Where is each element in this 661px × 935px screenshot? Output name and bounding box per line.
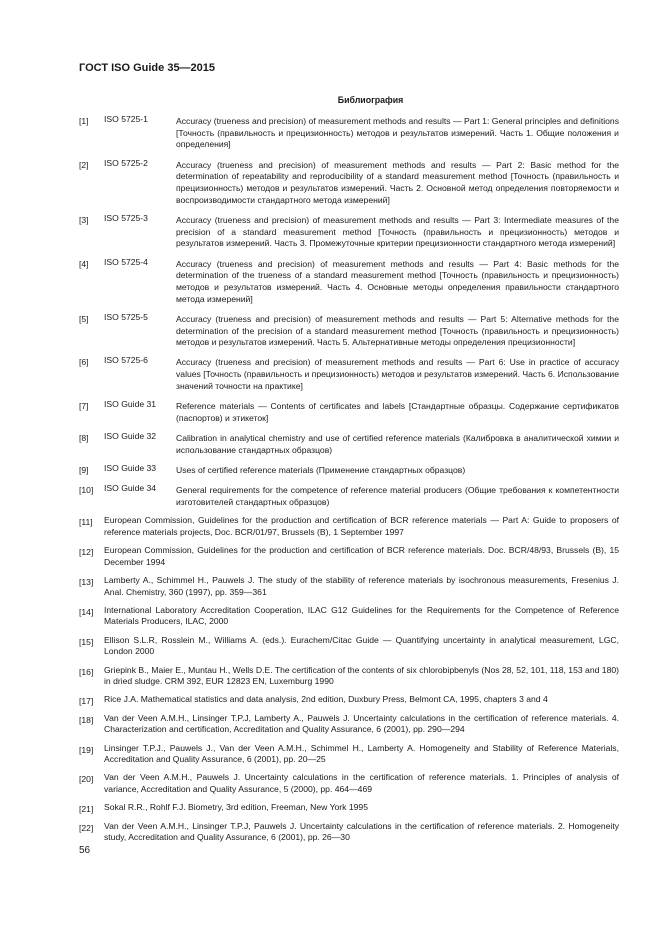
entry-number: [16] xyxy=(79,666,94,677)
bibliography-entry xyxy=(79,114,619,151)
entry-number: [4] xyxy=(79,258,89,269)
entry-number: [8] xyxy=(79,432,89,443)
entry-text: Lamberty A., Schimmel H., Pauwels J. The study of the stability of reference materials by isochronous measurements, Fresenius J. Anal. Chemistry, 360 (1997), pp. 359—361 xyxy=(104,574,619,597)
entry-text: Accuracy (trueness and precision) of measurement methods and results — Part 1: General principles and definitions [Точность (правильность и прецизионность) методов и результатов измерений. Часть 1. Общие положения и определения] xyxy=(176,116,619,150)
bibliography-entry xyxy=(79,257,619,306)
entry-text: International Laboratory Accreditation Cooperation, ILAC G12 Guidelines for the Requirements for the Competence of Reference Materials Producers, ILAC, 2000 xyxy=(104,604,619,627)
entry-text: Calibration in analytical chemistry and use of certified reference materials (Калибровка в аналитической химии и использование стандартных образцов) xyxy=(176,432,619,455)
entry-text: Rice J.A. Mathematical statistics and data analysis, 2nd edition, Duxbury Press, Belmont CA, 1995, chapters 3 and 4 xyxy=(104,694,548,705)
bibliography-entry xyxy=(79,483,619,508)
entry-text: European Commission, Guidelines for the production and certification of BCR reference materials. Doc. BCR/48/93, Brussels (B), 15 December 1994 xyxy=(104,544,619,567)
entry-code: ISO 5725-2 xyxy=(104,157,148,168)
entry-number: [3] xyxy=(79,214,89,225)
entry-text: European Commission, Guidelines for the production and certification of BCR reference materials — Part A: Guide to proposers of reference materials projects, Doc. BCR/01/97, Brussels (B), 1 September 1997 xyxy=(104,514,619,537)
entry-text: Van der Veen A.M.H., Linsinger T.P.J, Lamberty A., Pauwels J. Uncertainty calculations in the certification of reference materials. 4. Characterization and certification, Accreditation and Quality Assurance, 6 (2001), pp. 290—294 xyxy=(104,712,619,735)
entry-code: ISO Guide 32 xyxy=(104,430,157,441)
bibliography-entry xyxy=(79,694,619,706)
entry-number: [12] xyxy=(79,546,94,557)
entry-number: [11] xyxy=(79,516,93,527)
bibliography-entry xyxy=(79,665,619,688)
entry-code: ISO Guide 33 xyxy=(104,462,157,473)
entry-number: [6] xyxy=(79,357,89,368)
bibliography-entry xyxy=(79,399,619,424)
entry-number: [15] xyxy=(79,636,94,647)
document-header: ГОСТ ISO Guide 35—2015 xyxy=(79,62,216,74)
entry-text: Accuracy (trueness and precision) of measurement methods and results — Part 5: Alternative methods for the determination of the precision of a standard measurement method [Точность (правильность и прецизионность) методов и результатов измерений. Часть 5. Альтернативные методы определения прецизионности] xyxy=(176,313,619,348)
bibliography-entry xyxy=(79,515,619,538)
entry-number: [14] xyxy=(79,606,94,617)
entry-code: ISO 5725-1 xyxy=(104,114,148,124)
entry-text: Van der Veen A.M.H., Linsinger T.P.J, Pauwels J. Uncertainty calculations in the certification of reference materials. 2. Homogeneity study, Accreditation and Quality Assurance, 6 (2001), pp. 26—30 xyxy=(104,820,619,843)
entry-text: Accuracy (trueness and precision) of measurement methods and results — Part 2: Basic method for the determination of repeatability and reproducibility of a standard measurement method [Точность (правильность и прецизионность) методов и результатов измерений. Часть 2. Основной метод определения повторяемости и воспроизводимости стандартного метода измерений] xyxy=(176,159,619,205)
entry-code: ISO Guide 34 xyxy=(104,483,157,494)
entry-text: Ellison S.L.R, Rosslein M., Williams A. (eds.). Eurachem/Citac Guide — Quantifying uncertainty in analytical measurement, LGC, London 2000 xyxy=(104,634,619,657)
entry-number: [2] xyxy=(79,159,89,170)
entry-code: ISO 5725-4 xyxy=(104,256,148,267)
entry-number: [7] xyxy=(79,401,89,412)
bibliography-entry xyxy=(79,743,619,766)
entry-text: Accuracy (trueness and precision) of measurement methods and results — Part 3: Intermediate measures of the precision of a standard measurement method [Точность (правильность и прецизионность) методов и результатов измерений. Часть 3. Промежуточные критерии прецизионности стандартного метода измерений] xyxy=(176,214,619,249)
entry-number: [21] xyxy=(79,804,94,815)
bibliography-entry xyxy=(79,713,619,736)
bibliography-entry xyxy=(79,463,619,477)
bibliography-entry xyxy=(79,605,619,628)
entry-number: [17] xyxy=(79,696,94,707)
entry-text: Van der Veen A.M.H., Pauwels J. Uncertainty calculations in the certification of reference materials. 1. Principles of analysis of variance, Accreditation and Quality Assurance, 5 (2000), pp. 464—469 xyxy=(104,772,619,795)
bibliography-entry xyxy=(79,772,619,795)
entry-text: Reference materials — Contents of certificates and labels [Стандартные образцы. Содержание сертификатов (паспортов) и этикеток] xyxy=(176,401,619,423)
page-number: 56 xyxy=(79,845,91,856)
entry-code: ISO 5725-3 xyxy=(104,212,148,223)
entry-number: [22] xyxy=(79,822,94,833)
entry-number: [18] xyxy=(79,714,94,725)
entry-code: ISO 5725-6 xyxy=(104,355,148,366)
entry-number: [10] xyxy=(79,485,94,496)
bibliography-entry xyxy=(79,821,619,844)
section-title: Библиография xyxy=(337,95,404,105)
entry-number: [9] xyxy=(79,464,89,475)
entry-text: Accuracy (trueness and precision) of measurement methods and results — Part 6: Use in practice of accuracy values [Точность (правильность и прецизионность) методов и результатов измерений. Часть 6. Использование значений точности на практике] xyxy=(176,357,619,391)
entry-number: [19] xyxy=(79,744,94,755)
entry-number: [13] xyxy=(79,576,94,587)
bibliography-entry xyxy=(79,802,619,814)
bibliography-entry xyxy=(79,545,619,568)
entry-text: General requirements for the competence of reference material producers (Общие требования к компетентности изготовителей стандартных образцов) xyxy=(176,485,619,507)
bibliography-entry xyxy=(79,575,619,598)
entry-code: ISO 5725-5 xyxy=(104,311,148,322)
entry-text: Uses of certified reference materials (Применение стандартных образцов) xyxy=(176,464,466,475)
entry-code: ISO Guide 31 xyxy=(104,399,157,410)
entry-number: [20] xyxy=(79,774,94,785)
entry-text: Griepink B., Maier E., Muntau H., Wells D.E. The certification of the contents of six chlorobipbenyls (Nos 28, 52, 101, 118, 153 and 180) in dried sludge. CRM 392, EUR 12823 EN, Luxemburg 1990 xyxy=(104,664,619,687)
bibliography-entry xyxy=(79,158,619,207)
entry-text: Linsinger T.P.J., Pauwels J., Van der Veen A.M.H., Schimmel H., Lamberty A. Homogeneity and Stability of Reference Materials, Accreditation and Quality Assurance, 6 (2001), pp. 20—25 xyxy=(104,742,619,765)
bibliography-entry xyxy=(79,431,619,456)
entry-number: [1] xyxy=(79,116,89,126)
bibliography-entry xyxy=(79,312,619,349)
bibliography-entry xyxy=(79,213,619,250)
bibliography-entry xyxy=(79,355,619,392)
entry-text: Accuracy (trueness and precision) of measurement methods and results — Part 4: Basic methods for the determination of the trueness of a standard measurement method [Точность (правильность и прецизионность) методов и результатов измерений. Часть 4. Основные методы определения правильности стандартного метода измерений] xyxy=(176,258,619,304)
bibliography-entry xyxy=(79,635,619,658)
entry-text: Sokal R.R., Rohlf F.J. Biometry, 3rd edition, Freeman, New York 1995 xyxy=(104,802,368,813)
entry-number: [5] xyxy=(79,313,89,324)
bibliography-list xyxy=(79,114,619,850)
